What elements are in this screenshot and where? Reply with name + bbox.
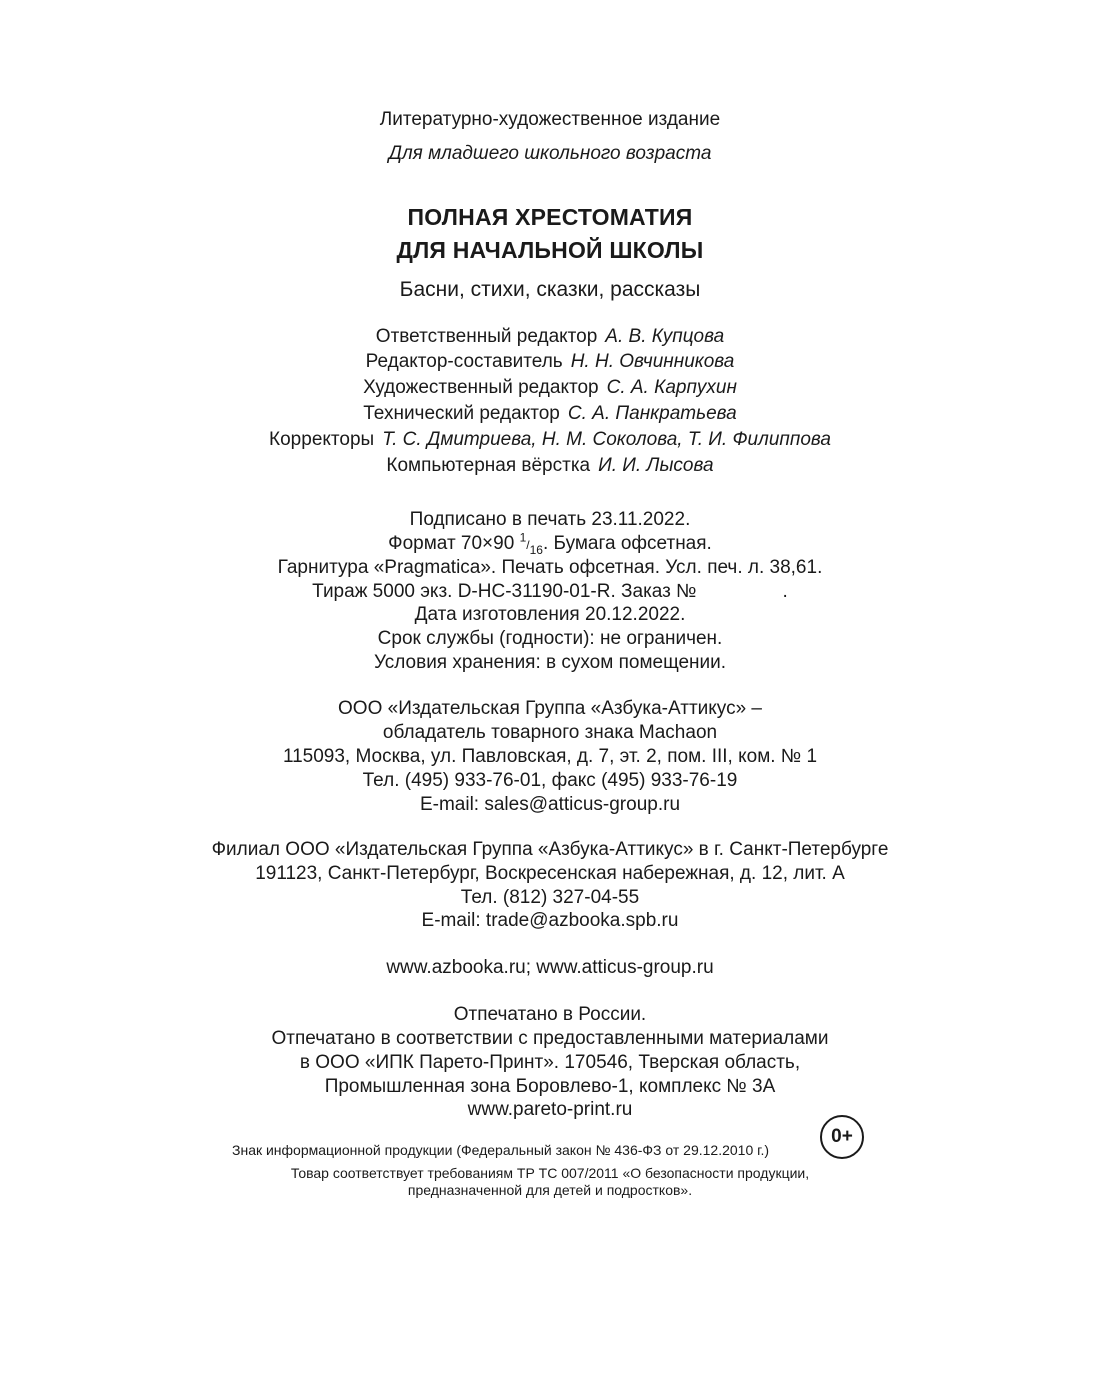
signed-date: Подписано в печать 23.11.2022.	[409, 509, 691, 530]
print-run-line	[0, 580, 1100, 604]
credit-role: Компьютерная вёрстка	[386, 455, 591, 476]
typeface-line: Гарнитура «Pragmatica». Печать офсетная. Усл. печ. л. 38,61.	[277, 557, 823, 578]
format-numerator: 1	[519, 530, 527, 545]
credit-name: Т. С. Дмитриева, Н. М. Соколова, Т. И. Филиппова	[382, 429, 831, 450]
branch-email: E-mail: trade@azbooka.spb.ru	[421, 910, 679, 931]
credit-line	[0, 428, 1100, 452]
branch-line: Филиал ООО «Издательская Группа «Азбука-Аттикус» в г. Санкт-Петербурге	[211, 839, 889, 860]
compliance-line-2: предназначенной для детей и подростков».	[407, 1182, 693, 1198]
format-line: Формат 70×90 $^1/_{16}$. Бумага офсетная.	[388, 530, 712, 557]
title-line-2: ДЛЯ НАЧАЛЬНОЙ ШКОЛЫ	[396, 237, 704, 263]
credit-role: Ответственный редактор	[375, 326, 598, 347]
title-line-1: ПОЛНАЯ ХРЕСТОМАТИЯ	[407, 204, 693, 230]
printer-line: Отпечатано в соответствии с предоставленными материалами	[271, 1028, 829, 1049]
printer-line: в ООО «ИПК Парето-Принт». 170546, Тверская область,	[299, 1052, 801, 1073]
credit-role: Редактор-составитель	[365, 351, 563, 372]
format-prefix: Формат 70×90	[388, 533, 520, 554]
format-suffix: . Бумага офсетная.	[542, 533, 712, 554]
publisher-line: обладатель товарного знака Machaon	[382, 722, 718, 743]
credit-role: Художественный редактор	[363, 377, 599, 398]
printer-line: Промышленная зона Боровлево-1, комплекс № 3А	[324, 1076, 776, 1097]
manufacture-date: Дата изготовления 20.12.2022.	[414, 604, 686, 625]
branch-line: Тел. (812) 327-04-55	[460, 887, 640, 908]
websites: www.azbooka.ru; www.atticus-group.ru	[386, 957, 714, 978]
credit-line	[0, 376, 1100, 400]
audience: Для младшего школьного возраста	[388, 143, 712, 164]
printer-line: Отпечатано в России.	[453, 1004, 647, 1025]
publisher-line: Тел. (495) 933-76-01, факс (495) 933-76-19	[362, 770, 738, 791]
branch-line: 191123, Санкт-Петербург, Воскресенская набережная, д. 12, лит. А	[255, 863, 845, 884]
shelf-life: Срок службы (годности): не ограничен.	[377, 628, 723, 649]
credit-line	[0, 325, 1100, 349]
credit-line	[0, 454, 1100, 478]
credit-role: Корректоры	[269, 429, 375, 450]
credit-name: А. В. Купцова	[605, 326, 725, 347]
credit-name: С. А. Панкратьева	[567, 403, 737, 424]
info-mark-label: Знак информационной продукции (Федеральный закон № 436-ФЗ от 29.12.2010 г.)	[232, 1142, 770, 1158]
printer-website: www.pareto-print.ru	[467, 1099, 633, 1120]
publisher-line: 115093, Москва, ул. Павловская, д. 7, эт. 2, пом. III, ком. № 1	[282, 746, 818, 767]
storage-conditions: Условия хранения: в сухом помещении.	[373, 652, 727, 673]
credit-line	[0, 402, 1100, 426]
subtitle: Басни, стихи, сказки, рассказы	[399, 278, 701, 301]
credit-name: Н. Н. Овчинникова	[570, 351, 735, 372]
publisher-line: ООО «Издательская Группа «Азбука-Аттикус» –	[338, 698, 762, 719]
compliance-line-1: Товар соответствует требованиям ТР ТС 007/2011 «О безопасности продукции,	[290, 1165, 810, 1181]
format-denominator: 16	[529, 542, 543, 557]
credit-name: И. И. Лысова	[598, 455, 714, 476]
print-run-prefix: Тираж 5000 экз. D-HC-31190-01-R. Заказ №	[312, 581, 697, 602]
credit-name: С. А. Карпухин	[606, 377, 737, 398]
credit-role: Технический редактор	[363, 403, 560, 424]
publisher-email: E-mail: sales@atticus-group.ru	[419, 794, 681, 815]
edition-type: Литературно-художественное издание	[379, 109, 721, 130]
age-rating-badge: 0+	[820, 1115, 864, 1159]
print-run-suffix: .	[782, 581, 788, 602]
credit-line	[0, 350, 1100, 374]
